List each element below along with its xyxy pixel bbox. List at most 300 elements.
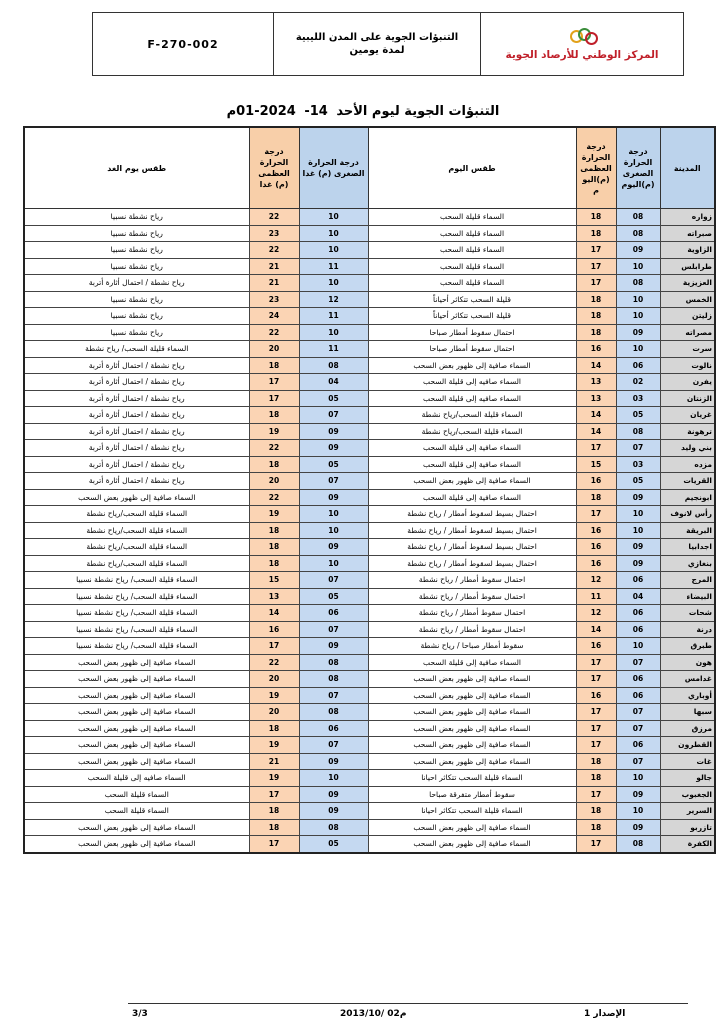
max-temp-tomorrow-cell: 22 [249,324,299,341]
weather-tomorrow-cell: السماء صافية إلى ظهور بعض السحب [24,720,249,737]
min-temp-today-cell: 05 [616,407,660,424]
min-temp-today-cell: 10 [616,341,660,358]
city-cell: هون [660,654,715,671]
table-row [24,786,715,803]
table-row [24,489,715,506]
weather-tomorrow-cell: السماء قليلة السحب/ رياح نشطة نسبيا [24,621,249,638]
max-temp-today-cell: 16 [576,473,616,490]
weather-tomorrow-cell: السماء صافيه إلى قليلة السحب [24,770,249,787]
min-temp-tomorrow-cell: 09 [299,786,368,803]
weather-tomorrow-cell: رياح نشطة / احتمال أثارة أتربة [24,473,249,490]
weather-today-cell: السماء صافيه إلى قليلة السحب [368,390,576,407]
organization-block [481,13,683,75]
max-temp-tomorrow-cell: 18 [249,456,299,473]
max-temp-tomorrow-cell: 20 [249,671,299,688]
forecast-table [23,126,716,854]
city-cell: القطرون [660,737,715,754]
max-temp-today-cell: 17 [576,506,616,523]
weather-tomorrow-cell: رياح نشطة / احتمال أثارة أتربة [24,374,249,391]
max-temp-today-cell: 16 [576,341,616,358]
city-cell: صبراته [660,225,715,242]
city-cell: القريات [660,473,715,490]
max-temp-today-cell: 17 [576,836,616,853]
max-temp-today-cell: 17 [576,704,616,721]
min-temp-tomorrow-cell: 07 [299,572,368,589]
max-temp-tomorrow-cell: 22 [249,242,299,259]
city-cell: يفرن [660,374,715,391]
max-temp-tomorrow-cell: 19 [249,423,299,440]
table-row [24,275,715,292]
weather-tomorrow-cell: السماء قليلة السحب [24,803,249,820]
city-cell: تازربو [660,819,715,836]
city-cell: الزاوية [660,242,715,259]
column-header-weather-today: طقس اليوم [368,127,576,209]
city-cell: السرير [660,803,715,820]
max-temp-tomorrow-cell: 18 [249,555,299,572]
max-temp-tomorrow-cell: 17 [249,638,299,655]
min-temp-tomorrow-cell: 07 [299,687,368,704]
max-temp-today-cell: 15 [576,456,616,473]
min-temp-today-cell: 10 [616,308,660,325]
form-code: F-270-002 [93,13,274,75]
min-temp-today-cell: 06 [616,357,660,374]
weather-tomorrow-cell: السماء صافية إلى ظهور بعض السحب [24,671,249,688]
weather-today-cell: السماء صافية إلى قليلة السحب [368,440,576,457]
footer-date: 2013/10/ 02م [340,1009,407,1019]
min-temp-today-cell: 09 [616,819,660,836]
min-temp-today-cell: 08 [616,423,660,440]
city-cell: جالو [660,770,715,787]
max-temp-tomorrow-cell: 19 [249,687,299,704]
max-temp-today-cell: 16 [576,539,616,556]
min-temp-tomorrow-cell: 07 [299,473,368,490]
min-temp-tomorrow-cell: 07 [299,407,368,424]
min-temp-tomorrow-cell: 11 [299,258,368,275]
max-temp-tomorrow-cell: 17 [249,786,299,803]
max-temp-tomorrow-cell: 20 [249,704,299,721]
weather-today-cell: السماء صافية إلى ظهور بعض السحب [368,704,576,721]
weather-today-cell: السماء صافية إلى ظهور بعض السحب [368,737,576,754]
weather-today-cell: السماء صافية إلى قليلة السحب [368,654,576,671]
city-cell: مزده [660,456,715,473]
max-temp-today-cell: 18 [576,753,616,770]
max-temp-tomorrow-cell: 21 [249,275,299,292]
max-temp-today-cell: 16 [576,555,616,572]
max-temp-tomorrow-cell: 17 [249,374,299,391]
max-temp-tomorrow-cell: 15 [249,572,299,589]
max-temp-tomorrow-cell: 22 [249,209,299,226]
weather-today-cell: السماء قليلة السحب [368,209,576,226]
min-temp-today-cell: 04 [616,588,660,605]
weather-tomorrow-cell: رياح نشطة / احتمال أثارة أتربة [24,423,249,440]
max-temp-tomorrow-cell: 22 [249,654,299,671]
column-header-max-tomorrow: درجة الحرارة العظمى (م) غدا [249,127,299,209]
max-temp-tomorrow-cell: 21 [249,753,299,770]
weather-today-cell: احتمال سقوط أمطار / رياح نشطة [368,621,576,638]
max-temp-today-cell: 16 [576,687,616,704]
min-temp-tomorrow-cell: 09 [299,539,368,556]
column-header-weather-tomorrow: طقس يوم الغد [24,127,249,209]
weather-tomorrow-cell: السماء صافية إلى ظهور بعض السحب [24,687,249,704]
city-cell: العزيزية [660,275,715,292]
table-row [24,291,715,308]
table-row [24,803,715,820]
min-temp-today-cell: 07 [616,654,660,671]
min-temp-tomorrow-cell: 09 [299,638,368,655]
max-temp-tomorrow-cell: 18 [249,539,299,556]
city-cell: رأس لانوف [660,506,715,523]
min-temp-tomorrow-cell: 10 [299,522,368,539]
max-temp-today-cell: 11 [576,588,616,605]
weather-tomorrow-cell: رياح نشطة / احتمال أثارة أتربة [24,407,249,424]
max-temp-tomorrow-cell: 18 [249,720,299,737]
min-temp-today-cell: 08 [616,836,660,853]
city-cell: مرزق [660,720,715,737]
max-temp-tomorrow-cell: 22 [249,489,299,506]
min-temp-tomorrow-cell: 05 [299,588,368,605]
min-temp-tomorrow-cell: 10 [299,275,368,292]
weather-today-cell: السماء صافية إلى ظهور بعض السحب [368,473,576,490]
city-cell: غات [660,753,715,770]
table-row [24,242,715,259]
weather-today-cell: احتمال بسيط لسقوط أمطار / رياح نشطة [368,522,576,539]
max-temp-today-cell: 18 [576,209,616,226]
min-temp-today-cell: 07 [616,720,660,737]
min-temp-tomorrow-cell: 10 [299,209,368,226]
table-row [24,522,715,539]
min-temp-today-cell: 09 [616,242,660,259]
max-temp-tomorrow-cell: 24 [249,308,299,325]
city-cell: ترهونة [660,423,715,440]
city-cell: بنغازي [660,555,715,572]
min-temp-tomorrow-cell: 09 [299,423,368,440]
min-temp-tomorrow-cell: 11 [299,308,368,325]
weather-today-cell: السماء صافية إلى ظهور بعض السحب [368,836,576,853]
table-row [24,819,715,836]
max-temp-today-cell: 17 [576,737,616,754]
min-temp-today-cell: 05 [616,473,660,490]
min-temp-tomorrow-cell: 09 [299,489,368,506]
table-row [24,836,715,853]
table-row [24,753,715,770]
min-temp-tomorrow-cell: 04 [299,374,368,391]
city-cell: بني وليد [660,440,715,457]
table-row [24,324,715,341]
city-cell: البريقة [660,522,715,539]
city-cell: مصراته [660,324,715,341]
min-temp-tomorrow-cell: 08 [299,654,368,671]
column-header-city: المدينة [660,127,715,209]
min-temp-today-cell: 06 [616,687,660,704]
max-temp-tomorrow-cell: 18 [249,522,299,539]
weather-tomorrow-cell: السماء صافية إلى ظهور بعض السحب [24,489,249,506]
min-temp-today-cell: 02 [616,374,660,391]
document-title [274,13,481,75]
weather-today-cell: احتمال سقوط أمطار / رياح نشطة [368,572,576,589]
min-temp-tomorrow-cell: 08 [299,357,368,374]
page-title [0,104,726,119]
table-row [24,654,715,671]
max-temp-tomorrow-cell: 18 [249,357,299,374]
weather-tomorrow-cell: رياح نشطة / احتمال أثارة أتربة [24,357,249,374]
weather-tomorrow-cell: رياح نشطة نسبيا [24,225,249,242]
city-cell: الخمس [660,291,715,308]
weather-tomorrow-cell: السماء قليلة السحب/ رياح نشطة [24,341,249,358]
min-temp-tomorrow-cell: 10 [299,770,368,787]
min-temp-today-cell: 10 [616,638,660,655]
max-temp-today-cell: 17 [576,440,616,457]
weather-today-cell: السماء قليلة السحب [368,242,576,259]
weather-tomorrow-cell: رياح نشطة / احتمال أثارة أتربة [24,390,249,407]
max-temp-today-cell: 16 [576,638,616,655]
table-row [24,209,715,226]
max-temp-tomorrow-cell: 14 [249,605,299,622]
city-cell: شحات [660,605,715,622]
min-temp-tomorrow-cell: 11 [299,341,368,358]
weather-tomorrow-cell: السماء قليلة السحب/رياح نشطة [24,555,249,572]
max-temp-today-cell: 17 [576,258,616,275]
max-temp-tomorrow-cell: 13 [249,588,299,605]
table-row [24,423,715,440]
max-temp-today-cell: 18 [576,819,616,836]
min-temp-today-cell: 03 [616,456,660,473]
table-row [24,341,715,358]
min-temp-tomorrow-cell: 08 [299,704,368,721]
min-temp-tomorrow-cell: 09 [299,803,368,820]
table-row [24,440,715,457]
weather-today-cell: السماء صافية إلى ظهور بعض السحب [368,753,576,770]
max-temp-today-cell: 14 [576,621,616,638]
weather-today-cell: احتمال بسيط لسقوط أمطار / رياح نشطة [368,539,576,556]
organization-logo-icon [567,28,597,46]
max-temp-tomorrow-cell: 18 [249,407,299,424]
min-temp-tomorrow-cell: 07 [299,621,368,638]
min-temp-tomorrow-cell: 05 [299,390,368,407]
city-cell: سبها [660,704,715,721]
city-cell: اجدابيا [660,539,715,556]
min-temp-tomorrow-cell: 10 [299,225,368,242]
min-temp-today-cell: 07 [616,753,660,770]
weather-today-cell: سقوط أمطار متفرقة صباحا [368,786,576,803]
table-row [24,473,715,490]
min-temp-today-cell: 10 [616,506,660,523]
max-temp-tomorrow-cell: 16 [249,621,299,638]
weather-tomorrow-cell: السماء قليلة السحب/ رياح نشطة نسبيا [24,605,249,622]
max-temp-tomorrow-cell: 23 [249,291,299,308]
city-cell: طبرق [660,638,715,655]
weather-tomorrow-cell: السماء قليلة السحب/ رياح نشطة نسبيا [24,588,249,605]
min-temp-today-cell: 09 [616,555,660,572]
city-cell: سرت [660,341,715,358]
max-temp-tomorrow-cell: 19 [249,506,299,523]
min-temp-today-cell: 09 [616,786,660,803]
document-title-line1: التنبؤات الجوية على المدن الليبية [295,32,459,43]
city-cell: زواره [660,209,715,226]
weather-tomorrow-cell: رياح نشطة نسبيا [24,308,249,325]
table-row [24,308,715,325]
footer-edition: الإصدار 1 [584,1009,626,1019]
weather-tomorrow-cell: رياح نشطة نسبيا [24,324,249,341]
weather-today-cell: السماء صافية إلى قليلة السحب [368,456,576,473]
weather-tomorrow-cell: رياح نشطة / احتمال أثارة أتربة [24,456,249,473]
min-temp-tomorrow-cell: 10 [299,506,368,523]
min-temp-today-cell: 06 [616,737,660,754]
city-cell: ابونجيم [660,489,715,506]
table-row [24,374,715,391]
min-temp-tomorrow-cell: 06 [299,720,368,737]
max-temp-tomorrow-cell: 19 [249,737,299,754]
weather-tomorrow-cell: رياح نشطة نسبيا [24,291,249,308]
weather-today-cell: السماء قليلة السحب/رياح نشطة [368,407,576,424]
weather-today-cell: قليلة السحب تتكاثر أحياناً [368,291,576,308]
city-cell: نالوت [660,357,715,374]
table-body [24,209,715,853]
weather-tomorrow-cell: السماء قليلة السحب [24,786,249,803]
min-temp-today-cell: 09 [616,324,660,341]
weather-tomorrow-cell: رياح نشطة / احتمال أثارة أتربة [24,275,249,292]
max-temp-today-cell: 13 [576,390,616,407]
weather-today-cell: السماء صافية إلى ظهور بعض السحب [368,819,576,836]
min-temp-tomorrow-cell: 10 [299,242,368,259]
weather-tomorrow-cell: السماء قليلة السحب/رياح نشطة [24,522,249,539]
table-row [24,720,715,737]
city-cell: طرابلس [660,258,715,275]
table-row [24,770,715,787]
weather-today-cell: احتمال بسيط لسقوط أمطار / رياح نشطة [368,506,576,523]
weather-today-cell: السماء صافية إلى ظهور بعض السحب [368,671,576,688]
max-temp-today-cell: 17 [576,671,616,688]
page-title-date: 2024-01م [226,104,296,119]
weather-tomorrow-cell: السماء قليلة السحب/ رياح نشطة نسبيا [24,572,249,589]
weather-today-cell: السماء قليلة السحب/رياح نشطة [368,423,576,440]
table-row [24,555,715,572]
weather-today-cell: السماء صافية إلى ظهور بعض السحب [368,687,576,704]
weather-today-cell: السماء قليلة السحب تتكاثر احيانا [368,803,576,820]
min-temp-today-cell: 07 [616,440,660,457]
weather-today-cell: السماء قليلة السحب [368,258,576,275]
column-header-min-tomorrow: درجة الحرارة الصغرى (م) غدا [299,127,368,209]
min-temp-tomorrow-cell: 07 [299,737,368,754]
max-temp-today-cell: 18 [576,770,616,787]
city-cell: غريان [660,407,715,424]
table-row [24,456,715,473]
weather-today-cell: السماء قليلة السحب [368,275,576,292]
weather-today-cell: السماء صافية إلى ظهور بعض السحب [368,357,576,374]
max-temp-today-cell: 18 [576,291,616,308]
max-temp-today-cell: 17 [576,242,616,259]
max-temp-today-cell: 16 [576,522,616,539]
weather-tomorrow-cell: السماء قليلة السحب/ رياح نشطة نسبيا [24,638,249,655]
max-temp-tomorrow-cell: 20 [249,341,299,358]
table-row [24,638,715,655]
max-temp-today-cell: 18 [576,225,616,242]
city-cell: درنة [660,621,715,638]
min-temp-today-cell: 06 [616,621,660,638]
table-row [24,605,715,622]
weather-today-cell: احتمال سقوط أمطار صباحا [368,324,576,341]
min-temp-today-cell: 09 [616,489,660,506]
max-temp-tomorrow-cell: 22 [249,440,299,457]
min-temp-tomorrow-cell: 10 [299,555,368,572]
min-temp-today-cell: 06 [616,605,660,622]
min-temp-today-cell: 09 [616,539,660,556]
weather-tomorrow-cell: رياح نشطة / احتمال أثارة أتربة [24,440,249,457]
city-cell: البيضاء [660,588,715,605]
min-temp-today-cell: 03 [616,390,660,407]
min-temp-tomorrow-cell: 09 [299,440,368,457]
max-temp-today-cell: 18 [576,324,616,341]
weather-today-cell: السماء قليلة السحب [368,225,576,242]
table-header-row [24,127,715,209]
page-title-text: التنبؤات الجوية ليوم الأحد [336,104,500,119]
table-row [24,225,715,242]
weather-tomorrow-cell: السماء صافية إلى ظهور بعض السحب [24,704,249,721]
min-temp-today-cell: 10 [616,803,660,820]
max-temp-today-cell: 14 [576,423,616,440]
min-temp-today-cell: 06 [616,671,660,688]
weather-tomorrow-cell: رياح نشطة نسبيا [24,242,249,259]
min-temp-today-cell: 08 [616,275,660,292]
min-temp-tomorrow-cell: 05 [299,456,368,473]
footer-divider [128,1003,688,1004]
table-row [24,258,715,275]
max-temp-today-cell: 14 [576,407,616,424]
min-temp-tomorrow-cell: 09 [299,753,368,770]
weather-tomorrow-cell: السماء قليلة السحب/رياح نشطة [24,539,249,556]
city-cell: الجغبوب [660,786,715,803]
min-temp-today-cell: 10 [616,258,660,275]
max-temp-tomorrow-cell: 20 [249,473,299,490]
document-title-line2: لمدة يومين [349,45,405,56]
footer-page-number: 3/3 [132,1009,148,1019]
min-temp-today-cell: 06 [616,572,660,589]
table-row [24,704,715,721]
min-temp-today-cell: 10 [616,291,660,308]
page-title-day: 14- [304,104,328,119]
weather-today-cell: السماء صافية إلى قليلة السحب [368,489,576,506]
max-temp-today-cell: 17 [576,720,616,737]
table-row [24,621,715,638]
weather-today-cell: قليلة السحب تتكاثر أحياناً [368,308,576,325]
min-temp-tomorrow-cell: 10 [299,324,368,341]
min-temp-tomorrow-cell: 05 [299,836,368,853]
weather-tomorrow-cell: السماء صافية إلى ظهور بعض السحب [24,753,249,770]
min-temp-tomorrow-cell: 08 [299,819,368,836]
max-temp-today-cell: 12 [576,605,616,622]
table-row [24,506,715,523]
city-cell: الزنتان [660,390,715,407]
max-temp-today-cell: 13 [576,374,616,391]
max-temp-today-cell: 17 [576,654,616,671]
max-temp-tomorrow-cell: 17 [249,390,299,407]
city-cell: أوباري [660,687,715,704]
min-temp-today-cell: 07 [616,704,660,721]
max-temp-today-cell: 18 [576,803,616,820]
table-row [24,588,715,605]
min-temp-tomorrow-cell: 08 [299,671,368,688]
weather-tomorrow-cell: السماء صافية إلى ظهور بعض السحب [24,737,249,754]
max-temp-today-cell: 12 [576,572,616,589]
table-row [24,390,715,407]
max-temp-today-cell: 17 [576,786,616,803]
city-cell: المرج [660,572,715,589]
weather-tomorrow-cell: رياح نشطة نسبيا [24,209,249,226]
city-cell: غدامس [660,671,715,688]
weather-today-cell: سقوط أمطار صباحا / رياح نشطة [368,638,576,655]
weather-today-cell: السماء صافيه إلى قليلة السحب [368,374,576,391]
city-cell: زليتن [660,308,715,325]
min-temp-today-cell: 08 [616,209,660,226]
